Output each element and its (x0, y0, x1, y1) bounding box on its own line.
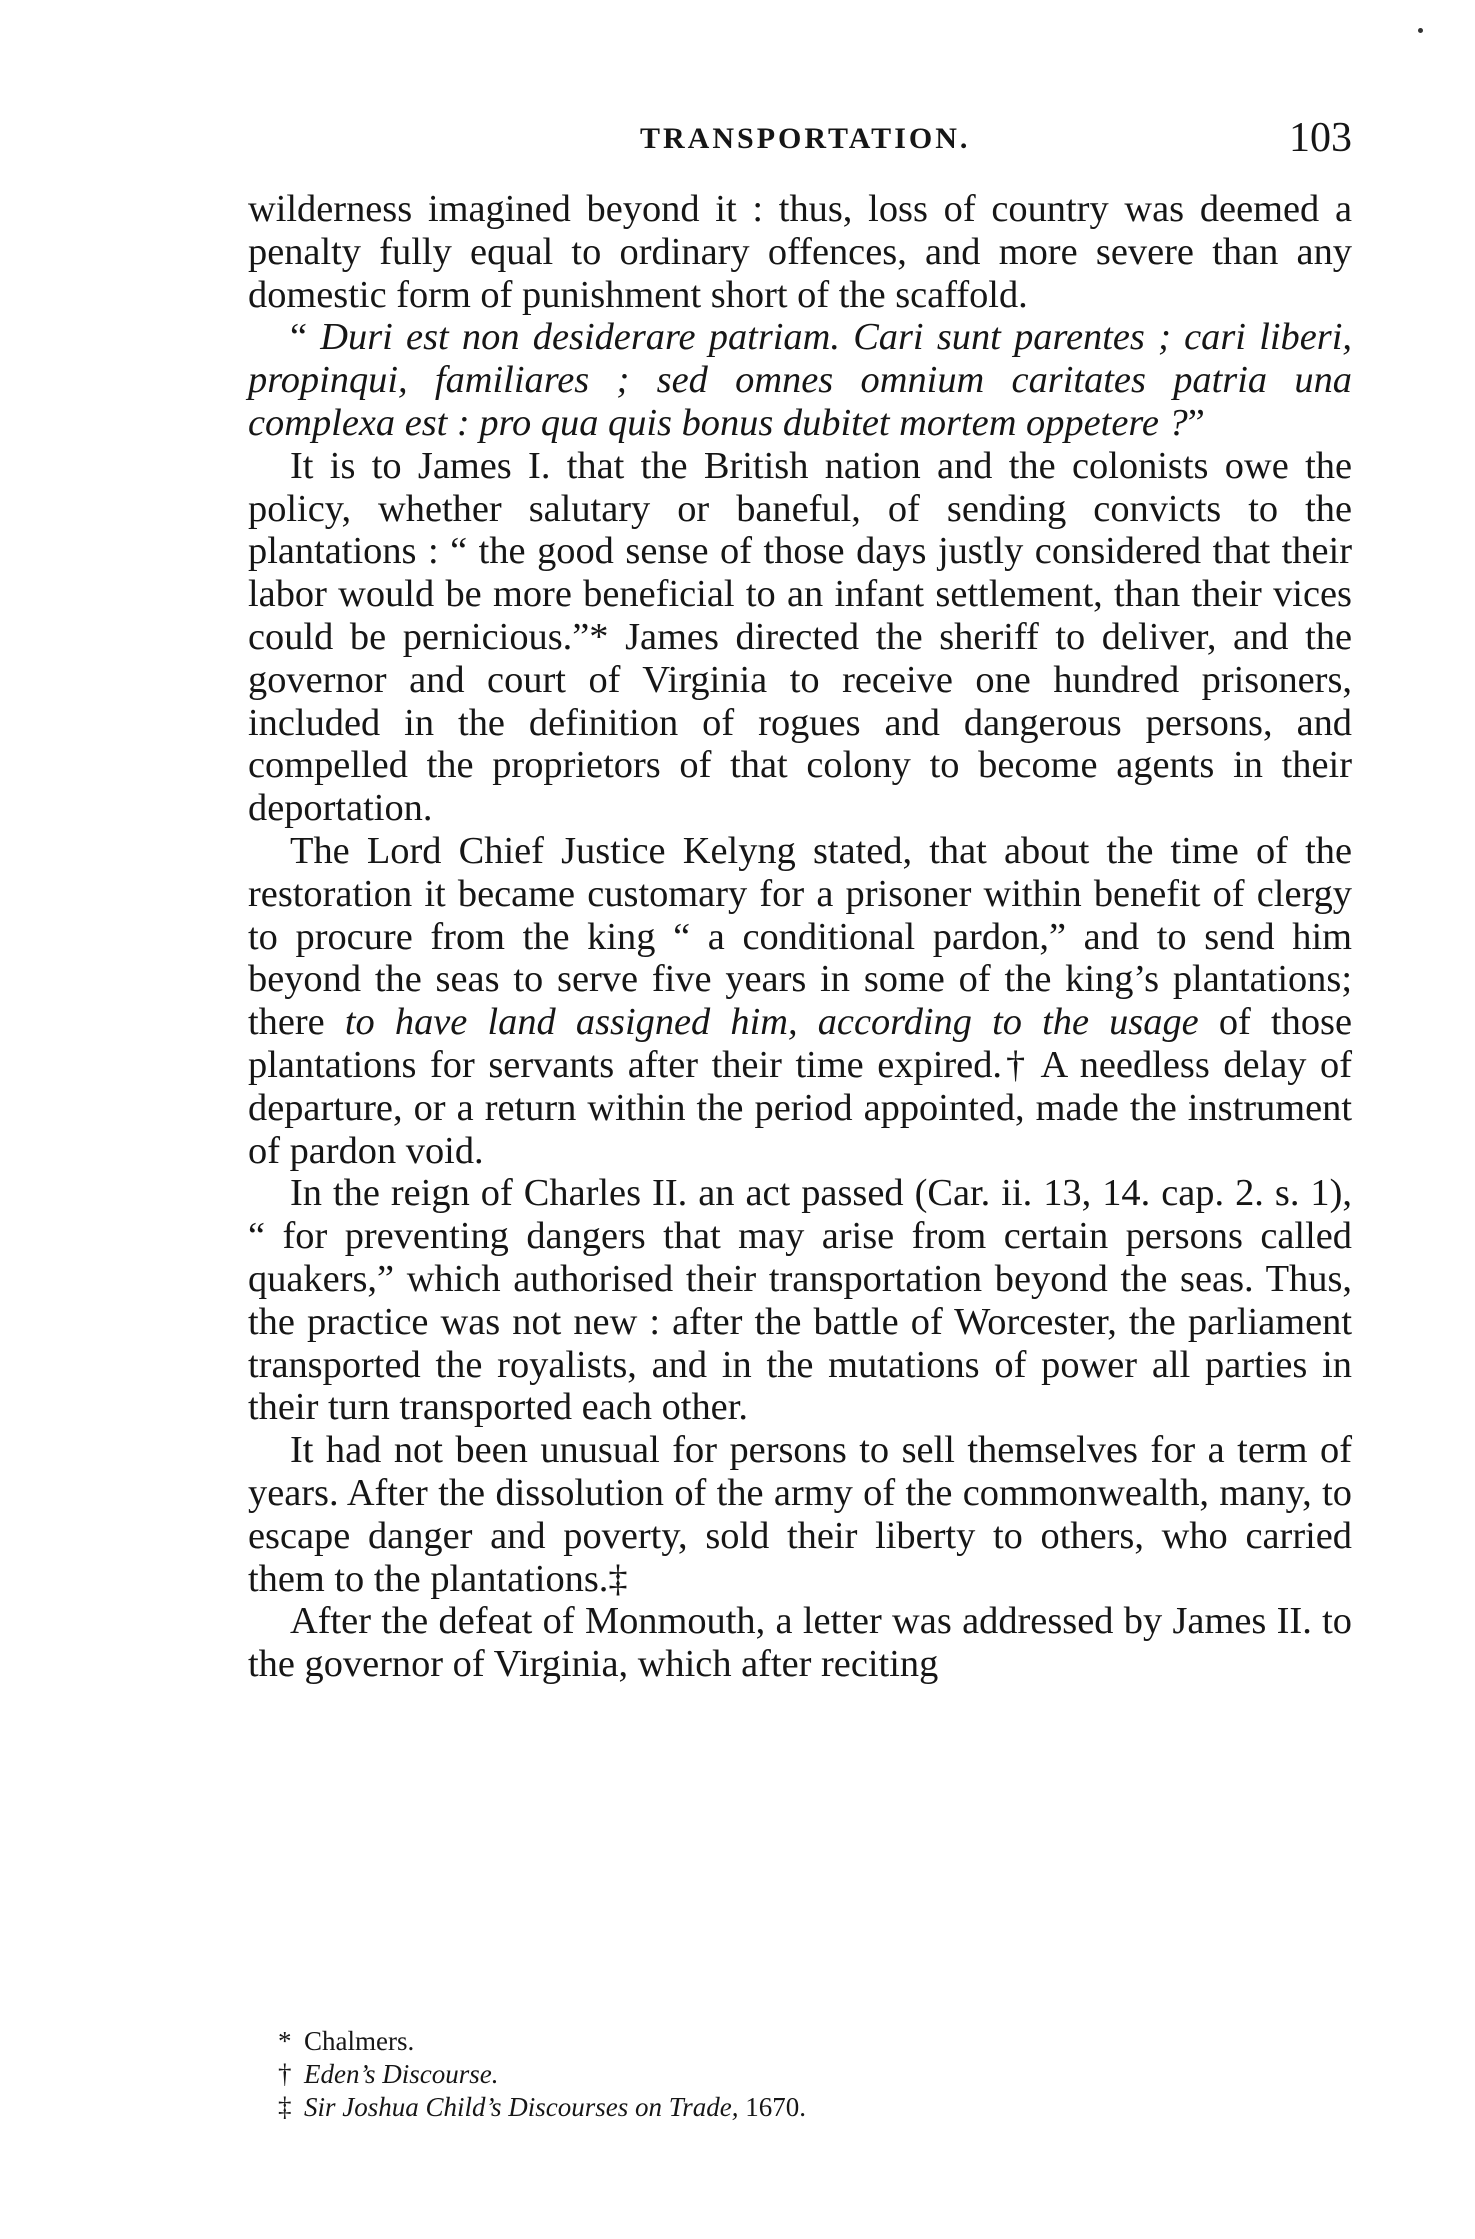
footnote-mark: † (278, 2059, 292, 2089)
page-header (248, 114, 1352, 170)
paragraph (248, 830, 1352, 1172)
footnote-mark: ‡ (278, 2092, 292, 2122)
paragraph (248, 316, 1352, 444)
text-run: The Lord Chief Justice Kelyng stated, that about the time of the restoration it became customary for a prisoner within benefit of clergy to procure from the king “ a conditional pardon,” and to send him beyond the seas to serve five years in some of the king’s plantations; there (248, 829, 1352, 1044)
footnote-text: 1670. (738, 2092, 807, 2122)
paragraph (248, 1429, 1352, 1600)
text-run: “ (290, 316, 321, 359)
body-text (248, 188, 1352, 1686)
footnote (278, 2058, 1178, 2091)
text-run: ” (1187, 401, 1205, 444)
text-run: wilderness imagined beyond it : thus, loss of country was deemed a penalty fully equal to ordinary offences, and more severe than any domestic form of punishment short of the scaffold. (248, 188, 1352, 316)
footnote-mark: * (278, 2026, 292, 2056)
page-number: 103 (1289, 115, 1352, 161)
text-run: In the reign of Charles II. an act passed (Car. ii. 13, 14. cap. 2. s. 1), “ for preventing dangers that may arise from certain persons called quakers,” which authorised their transportation beyond the seas. Thus, the practice was not new : after the battle of Worcester, the parliament transported the royalists, and in the mutations of power all parties in their turn transported each other. (248, 1172, 1352, 1429)
paragraph (248, 445, 1352, 830)
paragraph (248, 1172, 1352, 1429)
italic-text: Duri est non desiderare patriam. Cari sunt parentes ; cari liberi, propinqui, familiares ; sed omnes omnium caritates patria una complexa est : pro qua quis bonus dubitet mortem oppetere ? (248, 316, 1352, 444)
footnote-text: Chalmers. (304, 2026, 415, 2056)
text-run: It is to James I. that the British nation and the colonists owe the policy, whether salutary or baneful, of sending convicts to the plantations : “ the good sense of those days justly considered that their labor would be more beneficial to an infant settlement, than their vices could be pernicious.”* James directed the sheriff to deliver, and the governor and court of Virginia to receive one hundred prisoners, included in the definition of rogues and dangerous persons, and compelled the proprietors of that colony to become agents in their deportation. (248, 444, 1352, 830)
running-head: TRANSPORTATION. (640, 122, 971, 155)
footnote-text: Eden’s Discourse. (304, 2059, 499, 2089)
print-speck (1418, 28, 1423, 33)
footnote-text: Sir Joshua Child’s Discourses on Trade, (304, 2092, 739, 2122)
footnotes (278, 2025, 1178, 2124)
paragraph (248, 1600, 1352, 1686)
italic-text: to have land assigned him, according to the usage (344, 1001, 1199, 1044)
paragraph (248, 188, 1352, 316)
footnote (278, 2025, 1178, 2058)
text-run: of those plantations for servants after their time expired.† A needless delay of departure, or a return within the period appointed, made the instrument of pardon void. (248, 1001, 1352, 1172)
text-run: After the defeat of Monmouth, a letter was addressed by James II. to the governor of Virginia, which after reciting (248, 1600, 1352, 1686)
text-run: It had not been unusual for persons to sell themselves for a term of years. After the dissolution of the army of the commonwealth, many, to escape danger and poverty, sold their liberty to others, who carried them to the plantations.‡ (248, 1429, 1352, 1600)
footnote (278, 2091, 1178, 2124)
